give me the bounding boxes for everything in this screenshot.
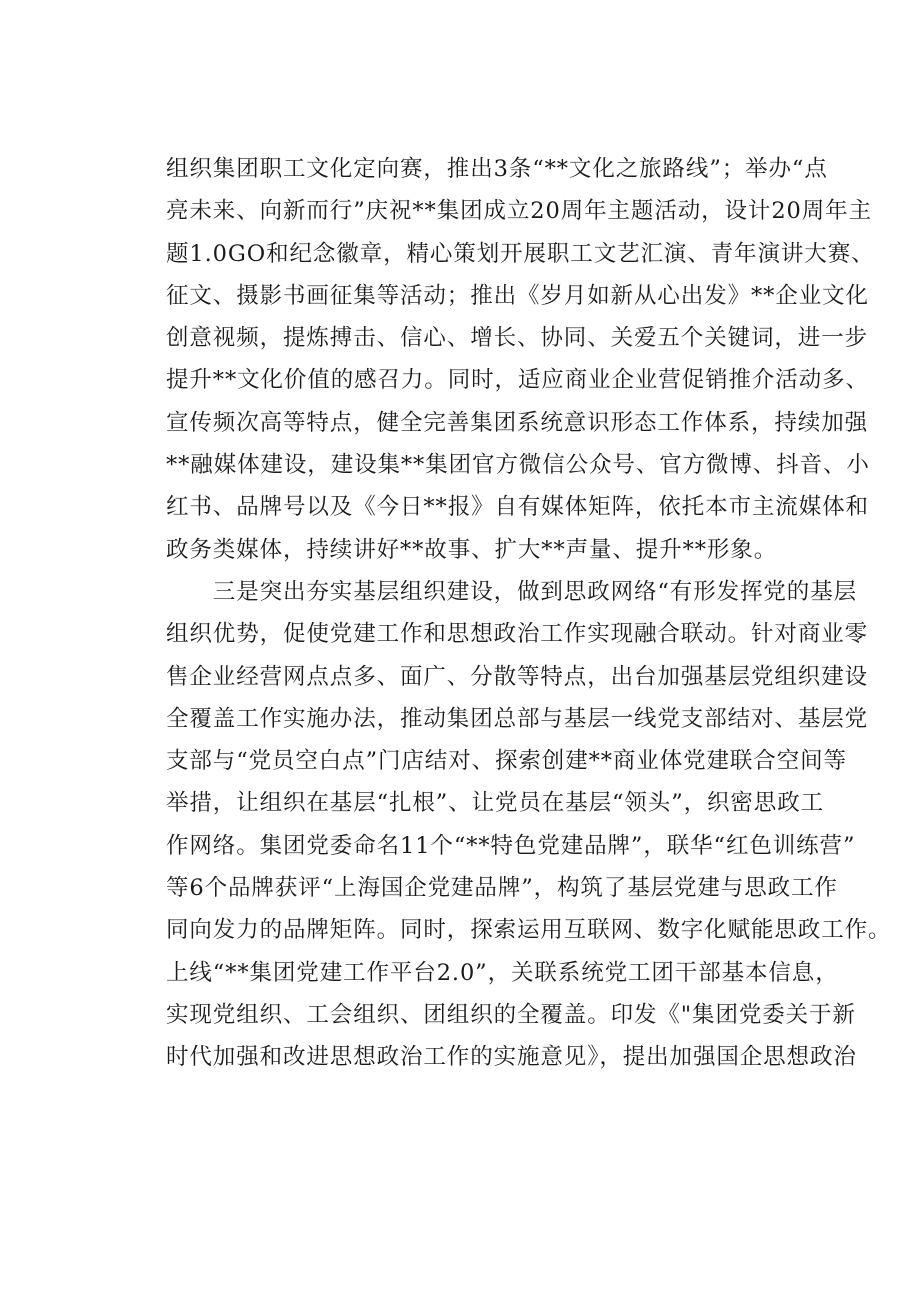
text-line: 提升**文化价值的感召力。同时，适应商业企业营促销推介活动多、 xyxy=(166,367,869,394)
text-line: 实现党组织、工会组织、团组织的全覆盖。印发《"集团党委关于新 xyxy=(166,1001,856,1028)
text-line: 征文、摄影书画征集等活动；推出《岁月如新从心出发》**企业文化 xyxy=(166,282,869,309)
text-line: 组织优势，促使党建工作和思想政治工作实现融合联动。针对商业零 xyxy=(166,621,869,648)
text-line: 举措，让组织在基层“扎根”、让党员在基层“领头”，织密思政工 xyxy=(166,790,825,817)
text-line: 支部与“党员空白点”门店结对、探索创建**商业体党建联合空间等 xyxy=(166,748,847,775)
text-line: 作网络。集团党委命名11个“**特色党建品牌”，联华“红色训练营” xyxy=(166,832,856,859)
text-line: 组织集团职工文化定向赛，推出3条“**文化之旅路线”；举办“点 xyxy=(166,156,828,182)
text-line: 上线“**集团党建工作平台2.0”，关联系统党工团干部基本信息， xyxy=(166,959,839,986)
text-line: 创意视频，提炼搏击、信心、增长、协同、关爱五个关键词，进一步 xyxy=(166,325,869,352)
text-line: 题1.0GO和纪念徽章，精心策划开展职工文艺汇演、青年演讲大赛、 xyxy=(166,240,875,267)
text-line: 亮未来、向新而行”庆祝**集团成立20周年主题活动，设计20周年主 xyxy=(166,198,872,225)
body-text xyxy=(166,148,892,1079)
text-line: 同向发力的品牌矩阵。同时，探索运用互联网、数字化赋能思政工作。 xyxy=(166,917,892,944)
text-line: 全覆盖工作实施办法，推动集团总部与基层一线党支部结对、基层党 xyxy=(166,705,869,732)
text-line: **融媒体建设，建设集**集团官方微信公众号、官方微博、抖音、小 xyxy=(166,452,870,479)
text-line: 售企业经营网点点多、面广、分散等特点，出台加强基层党组织建设 xyxy=(166,663,869,690)
text-line: 等6个品牌获评“上海国企党建品牌”，构筑了基层党建与思政工作 xyxy=(166,875,838,902)
paragraph-start-line: 三是突出夯实基层组织建设，做到思政网络“有形发挥党的基层 xyxy=(166,578,858,605)
text-line: 政务类媒体，持续讲好**故事、扩大**声量、提升**形象。 xyxy=(166,536,778,563)
text-line: 时代加强和改进思想政治工作的实施意见》，提出加强国企思想政治 xyxy=(166,1044,857,1071)
text-line: 红书、品牌号以及《今日**报》自有媒体矩阵，依托本市主流媒体和 xyxy=(166,494,869,521)
text-line: 宣传频次高等特点，健全完善集团系统意识形态工作体系，持续加强 xyxy=(166,409,869,436)
